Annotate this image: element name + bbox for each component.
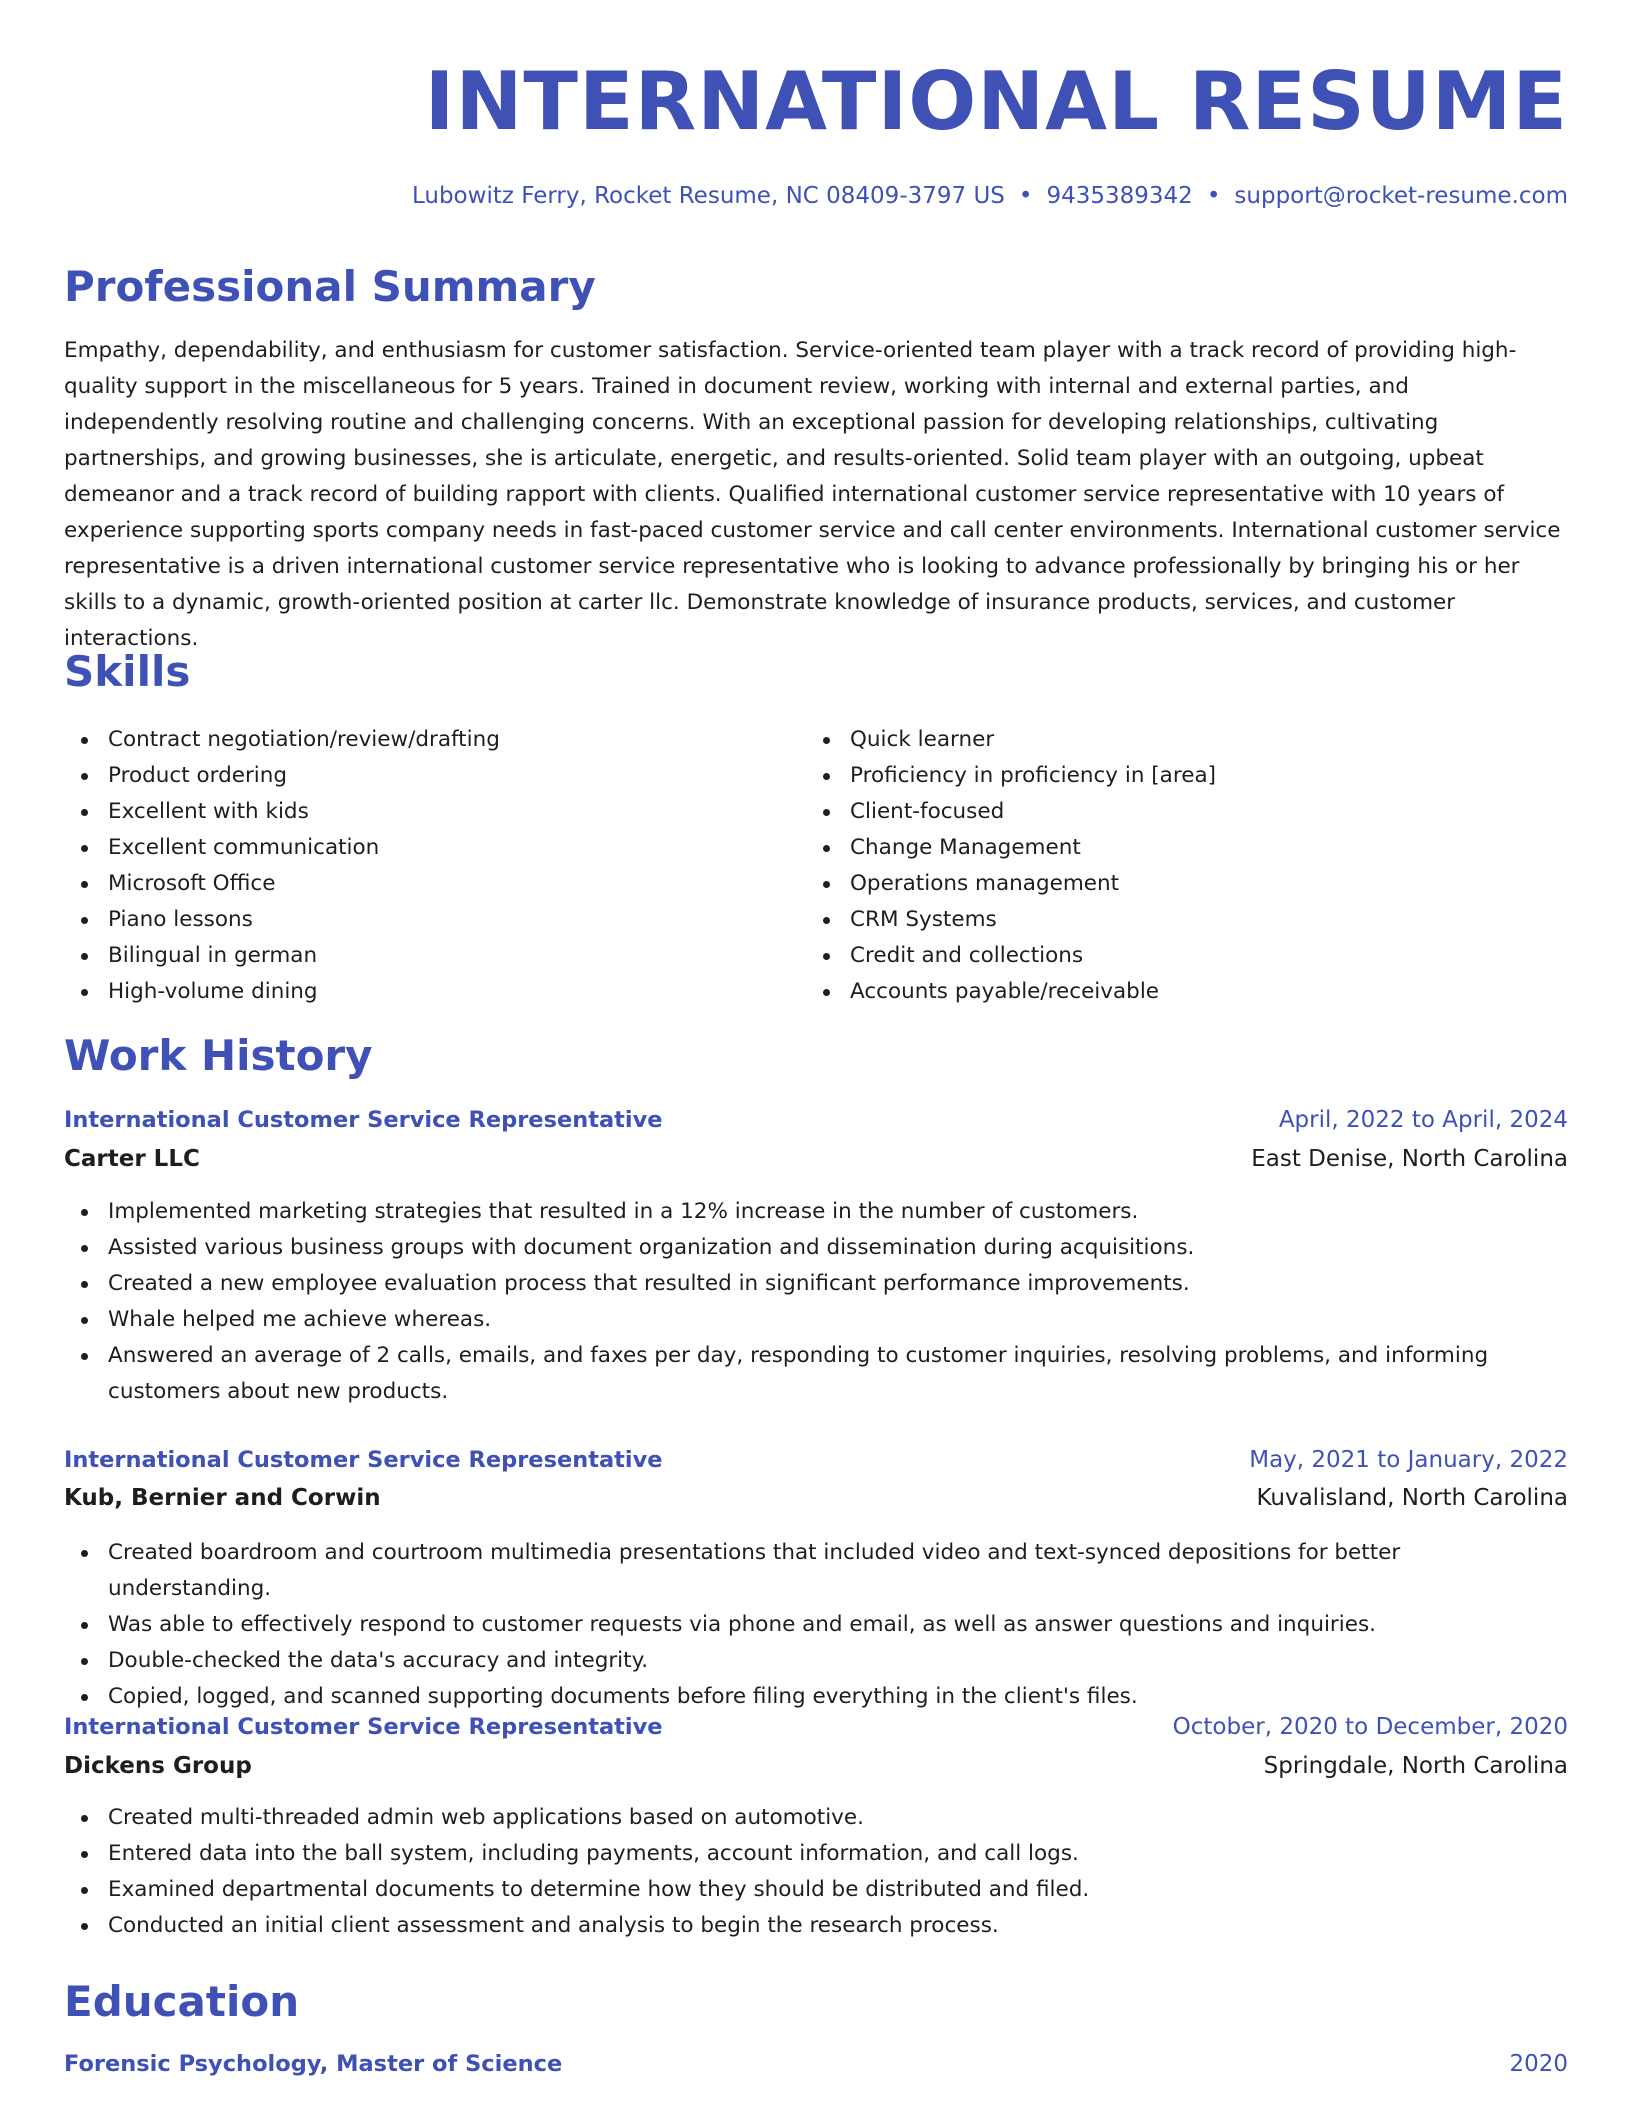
skill-item: Microsoft Office — [64, 866, 806, 902]
skill-item: High-volume dining — [64, 974, 806, 1010]
job-location: Springdale, North Carolina — [1263, 1753, 1568, 1779]
skill-item: Credit and collections — [806, 938, 1548, 974]
job-bullet: Created multi-threaded admin web applications based on automotive. — [64, 1800, 1568, 1836]
skill-item: Quick learner — [806, 722, 1548, 758]
job-bullet: Created boardroom and courtroom multimedia presentations that included video and text-synced depositions for better understanding. — [64, 1535, 1568, 1607]
skill-item: Contract negotiation/review/drafting — [64, 722, 806, 758]
job-bullet: Conducted an initial client assessment and analysis to begin the research process. — [64, 1908, 1568, 1944]
skill-item: Operations management — [806, 866, 1548, 902]
job-dates: April, 2022 to April, 2024 — [1278, 1107, 1568, 1133]
job-bullet: Implemented marketing strategies that resulted in a 12% increase in the number of customers. — [64, 1194, 1568, 1230]
skills-list-right — [806, 722, 1548, 1010]
contact-separator: • — [1206, 183, 1221, 209]
job-subheader — [64, 1141, 1568, 1177]
skills-heading: Skills — [64, 647, 191, 696]
job-bullet: Copied, logged, and scanned supporting documents before filing everything in the client's files. — [64, 1679, 1568, 1715]
skills-list-left — [64, 722, 806, 1010]
job-bullet: Examined departmental documents to determine how they should be distributed and filed. — [64, 1872, 1568, 1908]
job-bullet: Created a new employee evaluation process that resulted in significant performance improvements. — [64, 1266, 1568, 1302]
education-row — [64, 2048, 1568, 2080]
phone: 9435389342 — [1046, 183, 1193, 209]
job-title: International Customer Service Representative — [64, 1714, 663, 1740]
company-name: Carter LLC — [64, 1146, 200, 1172]
job-location: Kuvalisland, North Carolina — [1256, 1485, 1568, 1511]
job-subheader — [64, 1748, 1568, 1784]
company-name: Kub, Bernier and Corwin — [64, 1485, 381, 1511]
skills-columns — [64, 722, 1568, 1010]
job-bullet: Assisted various business groups with document organization and dissemination during acquisitions. — [64, 1230, 1568, 1266]
skill-item: Product ordering — [64, 758, 806, 794]
summary-heading: Professional Summary — [64, 262, 596, 311]
contact-line — [412, 180, 1568, 212]
contact-separator: • — [1018, 183, 1033, 209]
job-header — [64, 1104, 1568, 1136]
job-subheader — [64, 1480, 1568, 1516]
job-bullet: Entered data into the ball system, including payments, account information, and call logs. — [64, 1836, 1568, 1872]
education-heading: Education — [64, 1977, 300, 2026]
summary-text: Empathy, dependability, and enthusiasm for customer satisfaction. Service-oriented team player with a track record of providing high-quality support in the miscellaneous for 5 years. Trained in document review, working with internal and external parties, and independently resolving routine and challenging concerns. With an exceptional passion for developing relationships, cultivating partnerships, and growing businesses, she is articulate, energetic, and results-oriented. Solid team player with an outgoing, upbeat demeanor and a track record of building rapport with clients. Qualified international customer service representative with 10 years of experience supporting sports company needs in fast-paced customer service and call center environments. International customer service representative is a driven international customer service representative who is looking to advance professionally by bringing his or her skills to a dynamic, growth-oriented position at carter llc. Demonstrate knowledge of insurance products, services, and customer interactions. — [64, 338, 1561, 651]
company-name: Dickens Group — [64, 1753, 252, 1779]
skill-item: Piano lessons — [64, 902, 806, 938]
job-bullets — [64, 1800, 1568, 1944]
job-header — [64, 1711, 1568, 1743]
skill-item: Excellent with kids — [64, 794, 806, 830]
skill-item: CRM Systems — [806, 902, 1548, 938]
job-title: International Customer Service Representative — [64, 1447, 663, 1473]
work-history-heading: Work History — [64, 1031, 373, 1080]
skill-item: Accounts payable/receivable — [806, 974, 1548, 1010]
resume-title: INTERNATIONAL RESUME — [424, 55, 1568, 148]
job-dates: October, 2020 to December, 2020 — [1172, 1714, 1568, 1740]
degree: Forensic Psychology, Master of Science — [64, 2051, 563, 2077]
job-bullets — [64, 1535, 1568, 1715]
job-bullet: Answered an average of 2 calls, emails, and faxes per day, responding to customer inquiries, resolving problems, and informing customers about new products. — [64, 1338, 1568, 1410]
address: Lubowitz Ferry, Rocket Resume, NC 08409-3797 US — [411, 183, 1005, 209]
skill-item: Bilingual in german — [64, 938, 806, 974]
graduation-year: 2020 — [1509, 2051, 1568, 2077]
job-location: East Denise, North Carolina — [1251, 1146, 1568, 1172]
email: support@rocket-resume.com — [1234, 183, 1568, 209]
skill-item: Proficiency in proficiency in [area] — [806, 758, 1548, 794]
job-bullet: Whale helped me achieve whereas. — [64, 1302, 1568, 1338]
job-bullet: Was able to effectively respond to customer requests via phone and email, as well as answer questions and inquiries. — [64, 1607, 1568, 1643]
job-header — [64, 1444, 1568, 1476]
job-dates: May, 2021 to January, 2022 — [1249, 1447, 1568, 1473]
job-bullets — [64, 1194, 1568, 1410]
skill-item: Change Management — [806, 830, 1548, 866]
job-title: International Customer Service Representative — [64, 1107, 663, 1133]
skill-item: Excellent communication — [64, 830, 806, 866]
job-bullet: Double-checked the data's accuracy and integrity. — [64, 1643, 1568, 1679]
skill-item: Client-focused — [806, 794, 1548, 830]
